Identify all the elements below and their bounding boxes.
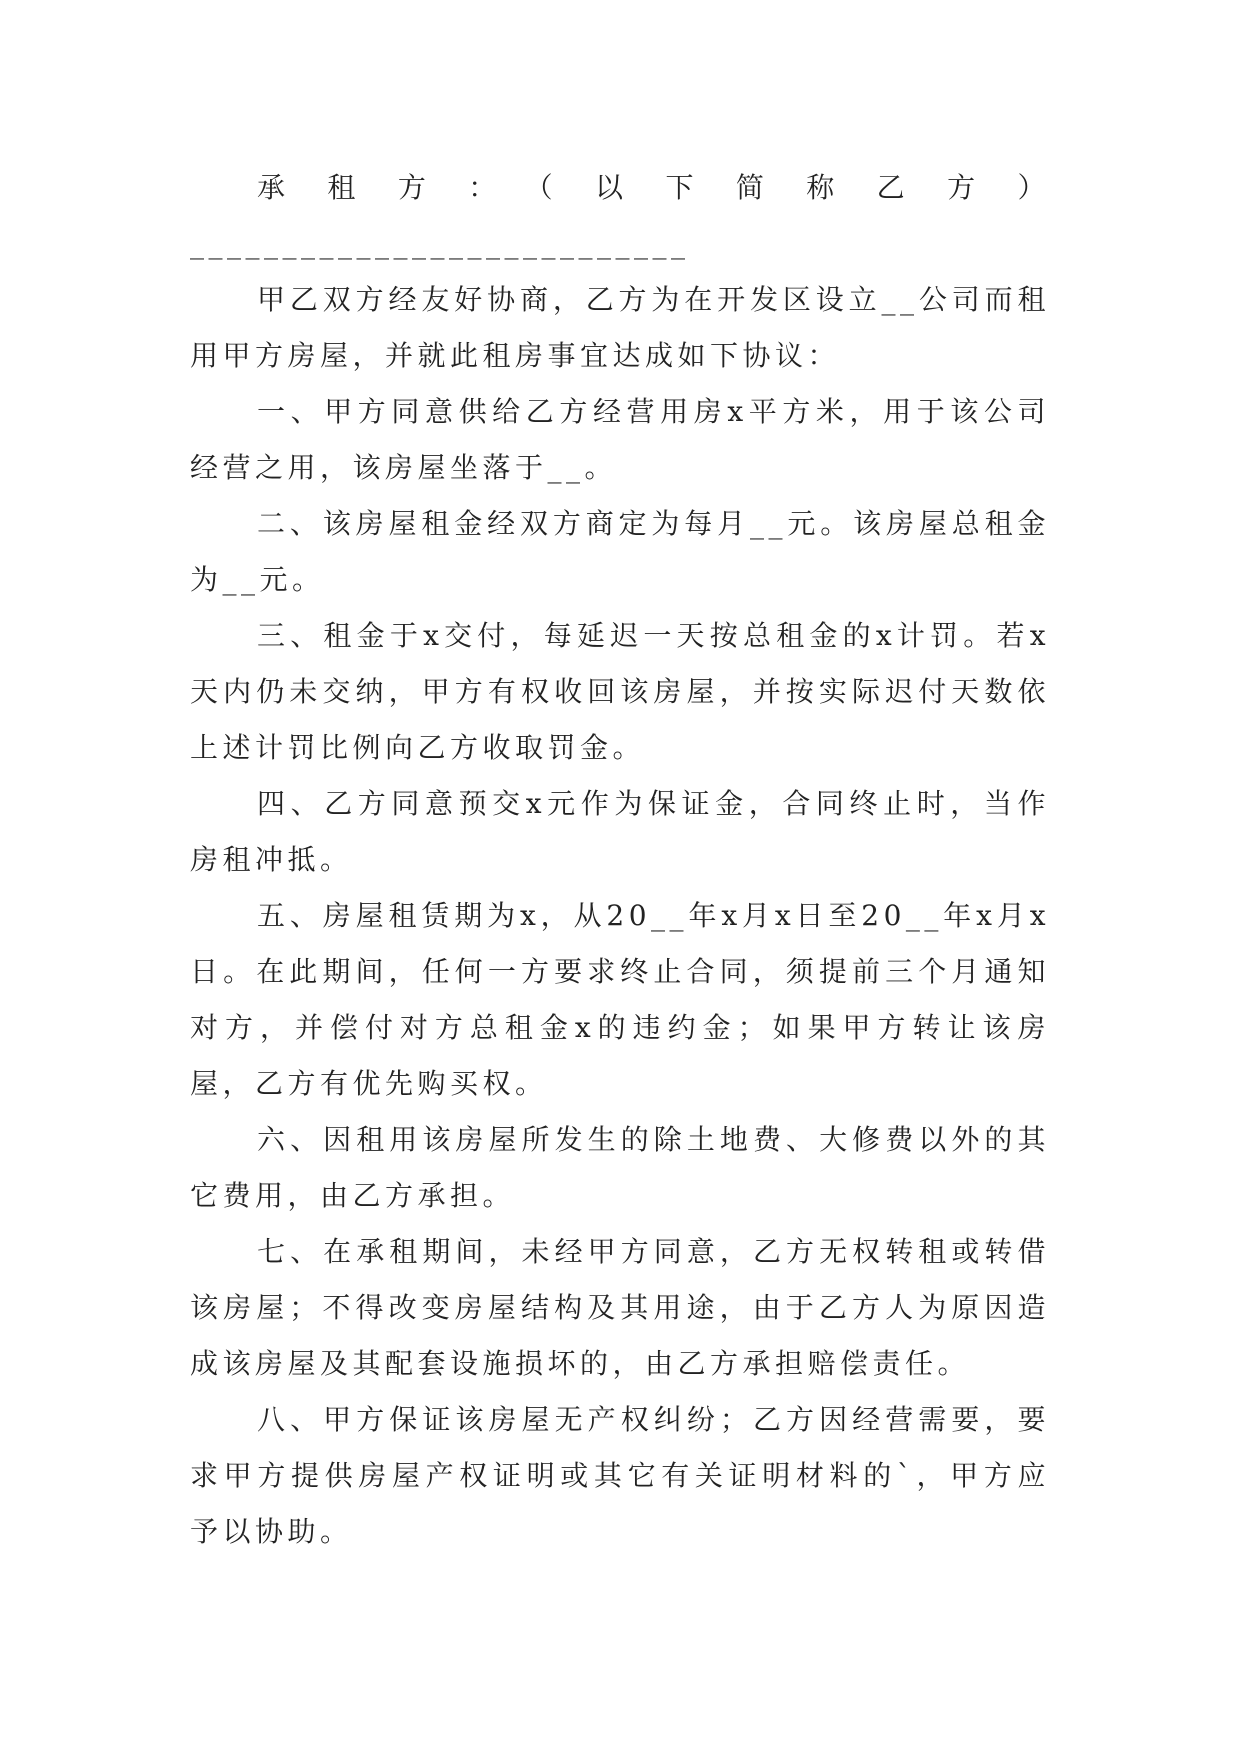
paragraph-clause-4: 四、乙方同意预交x元作为保证金，合同终止时，当作房租冲抵。 <box>190 787 1050 876</box>
paragraph-clause-1: 一、甲方同意供给乙方经营用房x平方米，用于该公司经营之用，该房屋坐落于__。 <box>190 395 1050 484</box>
document-body <box>190 160 1050 1560</box>
paragraph-clause-7: 七、在承租期间，未经甲方同意，乙方无权转租或转借该房屋；不得改变房屋结构及其用途，由于乙方人为原因造成该房屋及其配套设施损坏的，由乙方承担赔偿责任。 <box>190 1235 1050 1380</box>
paragraph-clause-3: 三、租金于x交付，每延迟一天按总租金的x计罚。若x天内仍未交纳，甲方有权收回该房屋，并按实际迟付天数依上述计罚比例向乙方收取罚金。 <box>190 619 1050 764</box>
paragraph-clause-8: 八、甲方保证该房屋无产权纠纷；乙方因经营需要，要求甲方提供房屋产权证明或其它有关证明材料的`，甲方应予以协助。 <box>190 1403 1050 1548</box>
paragraph-preamble: 甲乙双方经友好协商，乙方为在开发区设立__公司而租用甲方房屋，并就此租房事宜达成如下协议： <box>190 283 1050 372</box>
paragraph-lessee: 承租方：（以下简称乙方）___________________________ <box>190 171 1050 260</box>
paragraph-clause-5: 五、房屋租赁期为x，从20__年x月x日至20__年x月x日。在此期间，任何一方要求终止合同，须提前三个月通知对方，并偿付对方总租金x的违约金；如果甲方转让该房屋，乙方有优先购买权。 <box>190 899 1050 1100</box>
paragraph-clause-2: 二、该房屋租金经双方商定为每月__元。该房屋总租金为__元。 <box>190 507 1050 596</box>
paragraph-clause-6: 六、因租用该房屋所发生的除土地费、大修费以外的其它费用，由乙方承担。 <box>190 1123 1050 1212</box>
